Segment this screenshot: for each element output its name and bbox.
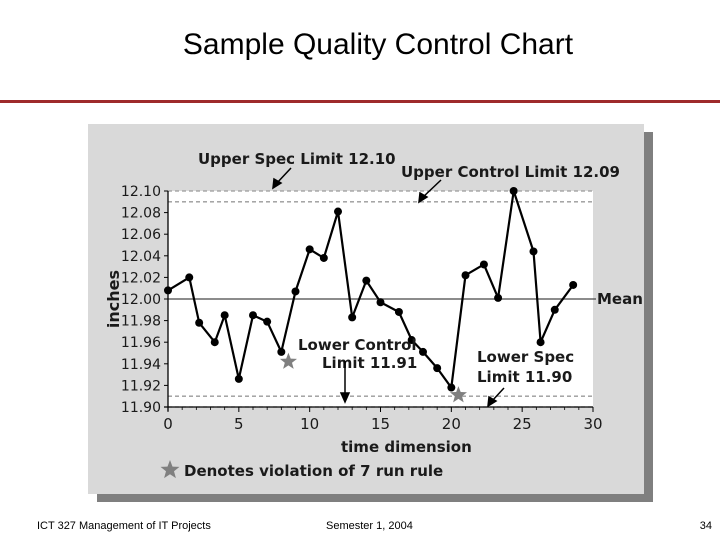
y-tick-label: 11.98	[120, 313, 161, 330]
data-point	[211, 338, 219, 346]
data-point	[537, 338, 545, 346]
footer-course: ICT 327 Management of IT Projects	[37, 520, 211, 532]
y-tick-label: 12.02	[120, 270, 161, 287]
legend-label: Denotes violation of 7 run rule	[184, 462, 444, 480]
upper-spec-label: Upper Spec Limit 12.10	[198, 150, 396, 168]
data-point	[185, 273, 193, 281]
data-point	[480, 260, 488, 268]
lower-control-label-1: Lower Control	[298, 336, 417, 354]
y-tick-label: 11.92	[120, 378, 161, 395]
mean-label: Mean	[597, 290, 643, 308]
control-chart	[88, 124, 644, 494]
data-point	[306, 245, 314, 253]
chart-panel	[88, 124, 644, 494]
data-point	[362, 277, 370, 285]
legend-star-icon	[161, 460, 180, 478]
data-point	[551, 306, 559, 314]
x-tick-label: 25	[512, 415, 532, 433]
lower-spec-label-1: Lower Spec	[477, 348, 575, 366]
data-point	[348, 313, 356, 321]
data-point	[249, 311, 257, 319]
x-tick-label: 0	[163, 415, 173, 433]
data-point	[433, 364, 441, 372]
y-tick-label: 12.08	[120, 205, 161, 222]
x-tick-label: 15	[370, 415, 391, 433]
upper-control-label: Upper Control Limit 12.09	[401, 163, 620, 181]
x-tick-label: 5	[234, 415, 244, 433]
x-axis-title: time dimension	[341, 438, 472, 456]
y-tick-label: 12.10	[120, 184, 161, 200]
data-point	[164, 286, 172, 294]
data-point	[494, 294, 502, 302]
footer-semester: Semester 1, 2004	[326, 520, 413, 532]
data-point	[263, 318, 271, 326]
x-tick-label: 20	[441, 415, 461, 433]
data-point	[419, 348, 427, 356]
data-point	[447, 384, 455, 392]
data-point	[377, 298, 385, 306]
lower-spec-label-2: Limit 11.90	[477, 368, 573, 386]
data-point	[277, 348, 285, 356]
data-point	[510, 187, 518, 195]
y-tick-label: 12.06	[120, 227, 161, 244]
data-point	[395, 308, 403, 316]
data-point	[462, 271, 470, 279]
data-point	[320, 254, 328, 262]
slide-title: Sample Quality Control Chart	[182, 28, 574, 61]
footer-page-number: 34	[699, 520, 712, 532]
data-point	[195, 319, 203, 327]
x-tick-label: 30	[583, 415, 603, 433]
y-tick-label: 12.00	[120, 292, 161, 308]
data-point	[334, 208, 342, 216]
x-tick-label: 10	[300, 415, 320, 433]
data-point	[235, 375, 243, 383]
data-point	[292, 287, 300, 295]
y-tick-label: 12.04	[120, 248, 161, 265]
lower-control-label-2: Limit 11.91	[322, 354, 418, 372]
y-tick-label: 11.96	[120, 335, 161, 352]
title-divider	[0, 100, 720, 103]
data-point	[569, 281, 577, 289]
y-tick-label: 11.94	[120, 356, 161, 373]
y-tick-label: 11.90	[120, 400, 161, 416]
y-axis-title: inches	[104, 269, 123, 329]
data-point	[221, 311, 229, 319]
data-point	[530, 247, 538, 255]
